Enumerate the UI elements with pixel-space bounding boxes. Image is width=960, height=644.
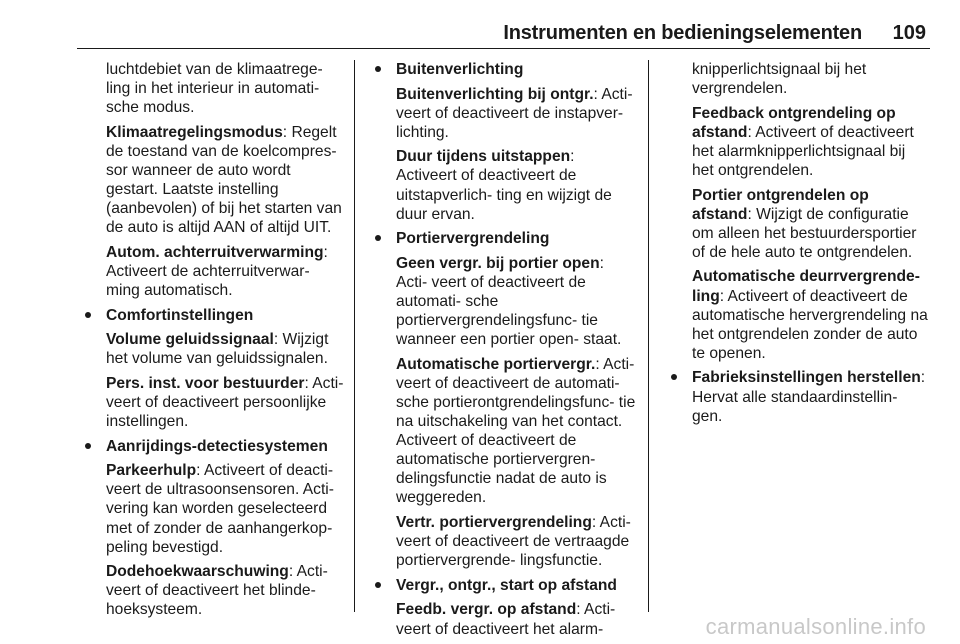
column-divider: [648, 60, 649, 612]
bullet-item: Fabrieksinstellingen herstellen: Hervat alle standaardinstellin- gen.: [670, 368, 928, 425]
setting-description: Pers. inst. voor bestuurder: Acti- veert of deactiveert persoonlijke instellingen.: [106, 374, 344, 431]
setting-term: Pers. inst. voor bestuurder: [106, 374, 305, 392]
text-column-2: [374, 60, 636, 644]
setting-term: Klimaatregelingsmodus: [106, 123, 283, 141]
setting-term: Feedback ontgrendeling op afstand: [692, 104, 896, 141]
setting-term: Feedb. vergr. op afstand: [396, 601, 577, 619]
setting-term: Autom. achterruitverwarming: [106, 243, 324, 261]
setting-term: Automatische portiervergr.: [396, 355, 596, 373]
setting-description: Feedback ontgrendeling op afstand: Activeert of deactiveert het alarmknipperlichtsignaal bij het ontgrendelen.: [692, 104, 914, 179]
setting-description: Duur tijdens uitstappen: Activeert of deactiveert de uitstapverlich- ting en wijzigt de duur ervan.: [396, 148, 612, 223]
setting-term: Parkeerhulp: [106, 462, 197, 480]
page-header-title: Instrumenten en bedieningselementen: [503, 22, 862, 44]
column-divider: [354, 60, 355, 612]
setting-description: Automatische deurrvergrende- ling: Activeert of deactiveert de automatische hervergrendeling na het ontgrendelen zonder de auto te openen.: [692, 268, 928, 362]
setting-term: Volume geluidssignaal: [106, 331, 274, 349]
setting-description: Buitenverlichting bij ontgr.: Acti- veert of deactiveert de instapver- lichting.: [396, 85, 633, 141]
setting-description: Geen vergr. bij portier open: Acti- veert of deactiveert de automati- sche portiervergrendelingsfunc- tie wanneer een portier open- staat.: [396, 254, 622, 349]
setting-term: Fabrieksinstellingen herstellen: [692, 369, 921, 387]
setting-description: Volume geluidssignaal: Wijzigt het volume van geluidssignalen.: [106, 331, 329, 368]
paragraph: knipperlichtsignaal bij het vergrendelen.: [692, 61, 867, 98]
bullet-heading: Comfortinstellingen: [84, 306, 346, 325]
setting-term: Buitenverlichting bij ontgr.: [396, 85, 594, 103]
setting-description: Klimaatregelingsmodus: Regelt de toestand van de koelcompres- sor wanneer de auto wordt gestart. Laatste instelling (aanbevolen) of bij het starten van de auto is altijd AAN of altijd UIT.: [106, 123, 342, 237]
setting-term: Portier ontgrendelen op afstand: [692, 186, 869, 223]
setting-description: Autom. achterruitverwarming: Activeert de achterruitverwar- ming automatisch.: [106, 243, 328, 300]
setting-description: Parkeerhulp: Activeert of deacti- veert de ultrasoonsensoren. Acti- vering kan worden geselecteerd met of zonder de aanhangerkop- peling bevestigd.: [106, 462, 334, 556]
setting-description: Portier ontgrendelen op afstand: Wijzigt de configuratie om alleen het bestuurdersportier of de hele auto te ontgrendelen.: [692, 186, 917, 261]
setting-term: Vertr. portiervergrendeling: [396, 514, 592, 532]
setting-term: Duur tijdens uitstappen: [396, 148, 571, 166]
setting-description: Automatische portiervergr.: Acti- veert of deactiveert de automati- sche portierontgrendelingsfunc- tie na uitschakeling van het contact. Activeert of deactiveert de automatische portiervergren- delingsfunctie nadat de auto is weggereden.: [396, 355, 636, 507]
text-column-3: [670, 60, 928, 431]
bullet-heading: Portiervergrendeling: [374, 229, 636, 248]
header-rule: [77, 48, 930, 49]
setting-term: Automatische deurrvergrende- ling: [692, 268, 920, 305]
setting-description: Feedb. vergr. op afstand: Acti- veert of deactiveert het alarm-: [396, 601, 616, 638]
setting-term: Geen vergr. bij portier open: [396, 254, 600, 272]
bullet-heading: Buitenverlichting: [374, 60, 636, 79]
setting-description: Dodehoekwaarschuwing: Acti- veert of deactiveert het blinde- hoeksysteem.: [106, 563, 328, 619]
setting-description: Vertr. portiervergrendeling: Acti- veert of deactiveert de vertraagde portiervergrende- lingsfunctie.: [396, 514, 631, 570]
setting-term: Dodehoekwaarschuwing: [106, 563, 289, 581]
page-number: 109: [892, 22, 926, 44]
bullet-heading: Aanrijdings-detectiesystemen: [84, 437, 346, 456]
bullet-heading: Vergr., ontgr., start op afstand: [374, 576, 636, 595]
text-column-1: [84, 60, 346, 625]
watermark: carmanualsonline.info: [705, 614, 926, 639]
paragraph: luchtdebiet van de klimaatrege- ling in het interieur in automati- sche modus.: [106, 61, 323, 117]
